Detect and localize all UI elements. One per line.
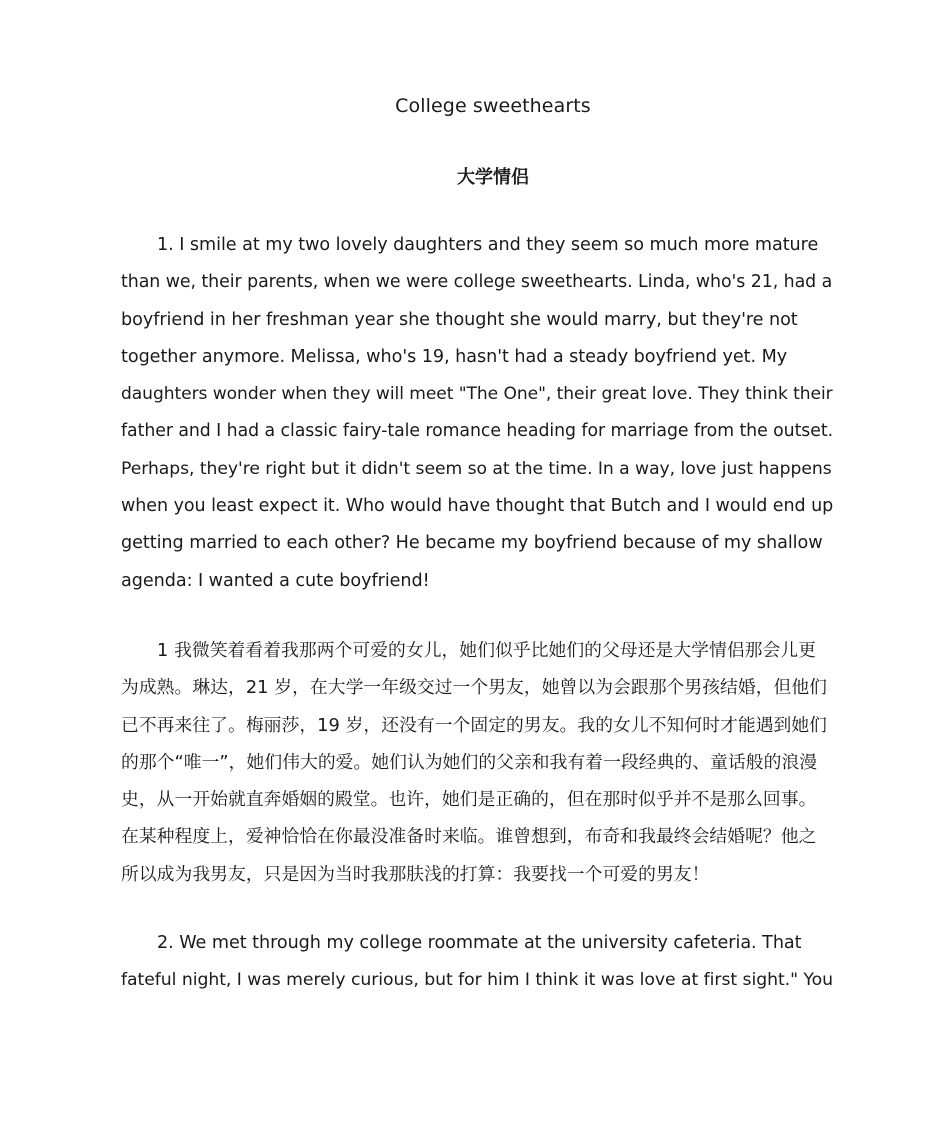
text-line: 1 我微笑着看着我那两个可爱的女儿，她们似乎比她们的父母还是大学情侣那会儿更 [157,640,816,661]
document-title-chinese: 大学情侣 [457,167,529,188]
document-title-english: College sweethearts [395,95,591,117]
paragraph-1-english [121,227,833,600]
text-line: 所以成为我男友，只是因为当时我那肤浅的打算：我要找一个可爱的男友！ [121,863,710,885]
text-line: agenda: I wanted a cute boyfriend! [121,570,430,591]
paragraph-2-english [121,925,833,1000]
text-line: 已不再来往了。梅丽莎，19 岁，还没有一个固定的男友。我的女儿不知何时才能遇到她们 [121,714,828,736]
text-line: Perhaps, they're right but it didn't seem so at the time. In a way, love just happens [121,458,832,479]
text-line: 的那个“唯一”，她们伟大的爱。她们认为她们的父亲和我有着一段经典的、童话般的浪漫 [121,751,818,773]
text-line: 在某种程度上，爱神恰恰在你最没准备时来临。谁曾想到，布奇和我最终会结婚呢？他之 [121,826,817,848]
text-line: getting married to each other? He became my boyfriend because of my shallow [121,533,823,554]
text-line: boyfriend in her freshman year she thought she would marry, but they're not [121,309,798,330]
text-line: when you least expect it. Who would have thought that Butch and I would end up [121,496,834,517]
text-line: than we, their parents, when we were college sweethearts. Linda, who's 21, had a [121,272,833,293]
text-line: 1. I smile at my two lovely daughters and they seem so much more mature [157,235,819,255]
text-line: 2. We met through my college roommate at the university cafeteria. That [157,933,802,953]
text-line: 史，从一开始就直奔婚姻的殿堂。也许，她们是正确的，但在那时似乎并不是那么回事。 [121,789,817,811]
paragraph-1-chinese [121,632,833,893]
text-line: together anymore. Melissa, who's 19, hasn't had a steady boyfriend yet. My [121,346,788,367]
text-line: daughters wonder when they will meet "The One", their great love. They think their [121,384,833,405]
text-line: father and I had a classic fairy-tale romance heading for marriage from the outset. [121,421,834,442]
text-line: 为成熟。琳达，21 岁，在大学一年级交过一个男友，她曾以为会跟那个男孩结婚，但他们 [121,677,828,699]
text-line: fateful night, I was merely curious, but for him I think it was love at first sight." You [121,970,833,991]
